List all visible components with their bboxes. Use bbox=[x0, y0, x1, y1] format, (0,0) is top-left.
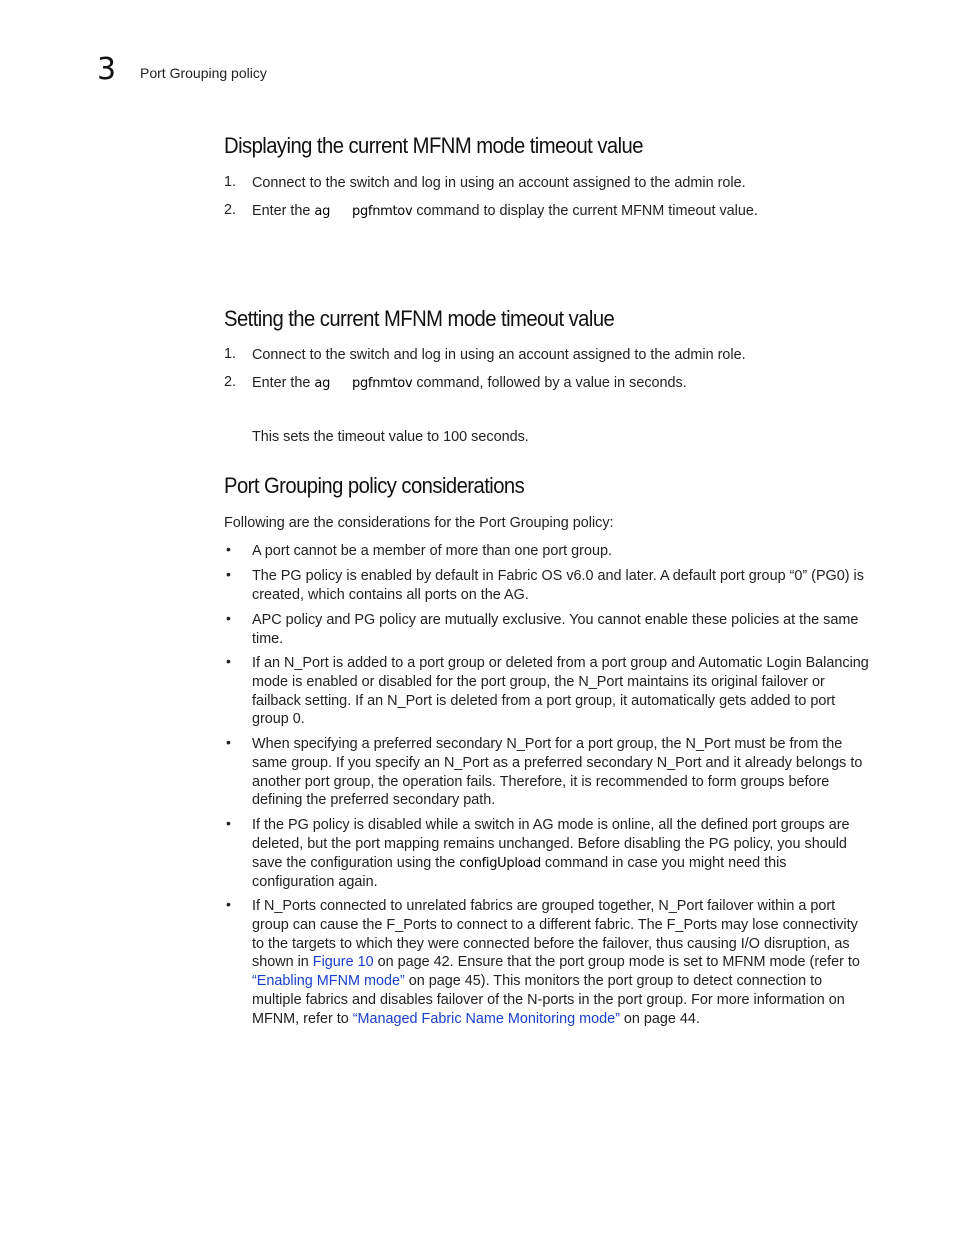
list-item: A port cannot be a member of more than one port group. bbox=[252, 543, 612, 559]
list-item-text: on page 44. bbox=[619, 1010, 700, 1027]
list-item-text: on page 42. Ensure that the port group mode is set to MFNM mode (refer to bbox=[373, 954, 860, 971]
command-ag: ag bbox=[314, 204, 331, 219]
bullet-icon: • bbox=[226, 896, 231, 912]
link-figure-10[interactable]: Figure 10 bbox=[312, 954, 374, 971]
running-head: Port Grouping policy bbox=[140, 65, 267, 81]
step-suffix: command to display the current MFNM timeout value. bbox=[412, 203, 758, 219]
bullet-icon: • bbox=[226, 653, 231, 669]
intro-text: Following are the considerations for the Port Grouping policy: bbox=[224, 515, 614, 531]
bullet-icon: • bbox=[226, 815, 231, 831]
bullet-icon: • bbox=[226, 734, 231, 750]
step-number: 1. bbox=[224, 174, 237, 190]
step-text: Connect to the switch and log in using an account assigned to the admin role. bbox=[252, 347, 746, 363]
step-number: 1. bbox=[224, 346, 237, 362]
list-item: The PG policy is enabled by default in Fabric OS v6.0 and later. A default port group “0” (PG0) is created, which contains all ports on the AG. bbox=[252, 568, 864, 603]
command-configupload: configUpload bbox=[459, 855, 541, 871]
link-enabling-mfnm-mode[interactable]: “Enabling MFNM mode” bbox=[252, 973, 405, 990]
list-item-text: on page 45). This monitors the port group to detect connection to multiple fabrics and disables failover of the N-ports in the port group. For more information on MFNM, refer to bbox=[252, 973, 845, 1027]
step-text bbox=[252, 202, 758, 222]
list-item: If an N_Port is added to a port group or deleted from a port group and Automatic Login Balancing mode is enabled or disabled for the port group, the N_Port maintains its original failover or failback setting. If an N_Port is deleted from a port group, it automatically gets added to port group 0. bbox=[252, 655, 869, 728]
bullet-icon: • bbox=[226, 566, 231, 582]
link-managed-fabric-name-monitoring[interactable]: “Managed Fabric Name Monitoring mode” bbox=[352, 1010, 620, 1027]
list-item-text: If N_Ports connected to unrelated fabrics are grouped together, N_Port failover within a port group can cause the F_Ports to connect to a different fabric. The F_Ports may lose connectivity to the targets to which they were connected before the failover, thus causing I/O disruption, as shown in bbox=[252, 898, 858, 971]
list-item bbox=[252, 816, 872, 892]
command-pgfnmtov: pgfnmtov bbox=[352, 376, 413, 391]
bullet-icon: • bbox=[226, 541, 231, 557]
section-heading-considerations: Port Grouping policy considerations bbox=[224, 473, 525, 498]
step-text: Connect to the switch and log in using an account assigned to the admin role. bbox=[252, 175, 746, 191]
step-suffix: command, followed by a value in seconds. bbox=[412, 375, 687, 391]
list-item: When specifying a preferred secondary N_Port for a port group, the N_Port must be from the same group. If you specify an N_Port as a preferred secondary N_Port and it already belongs to another port group, the operation fails. Therefore, it is recommended to form groups before defining the preferred secondary path. bbox=[252, 736, 863, 809]
chapter-number: 3 bbox=[97, 52, 117, 87]
step-prefix: Enter the bbox=[252, 203, 315, 219]
command-ag: ag bbox=[314, 376, 331, 391]
step-number: 2. bbox=[224, 202, 237, 218]
list-item-text: command in case you might need this configuration again. bbox=[252, 854, 787, 891]
note-text: This sets the timeout value to 100 seconds. bbox=[252, 429, 529, 445]
section-heading-set: Setting the current MFNM mode timeout value bbox=[224, 306, 615, 331]
list-item: APC policy and PG policy are mutually exclusive. You cannot enable these policies at the same time. bbox=[252, 612, 859, 647]
step-text bbox=[252, 374, 687, 394]
list-item-text: If the PG policy is disabled while a switch in AG mode is online, all the defined port groups are deleted, but the port mapping remains unchanged. Before disabling the PG policy, you should save the configuration using the bbox=[252, 817, 850, 871]
list-item bbox=[252, 897, 872, 1029]
command-pgfnmtov: pgfnmtov bbox=[352, 204, 413, 219]
bullet-icon: • bbox=[226, 610, 231, 626]
step-prefix: Enter the bbox=[252, 375, 315, 391]
step-number: 2. bbox=[224, 374, 237, 390]
section-heading-display: Displaying the current MFNM mode timeout value bbox=[224, 133, 643, 158]
